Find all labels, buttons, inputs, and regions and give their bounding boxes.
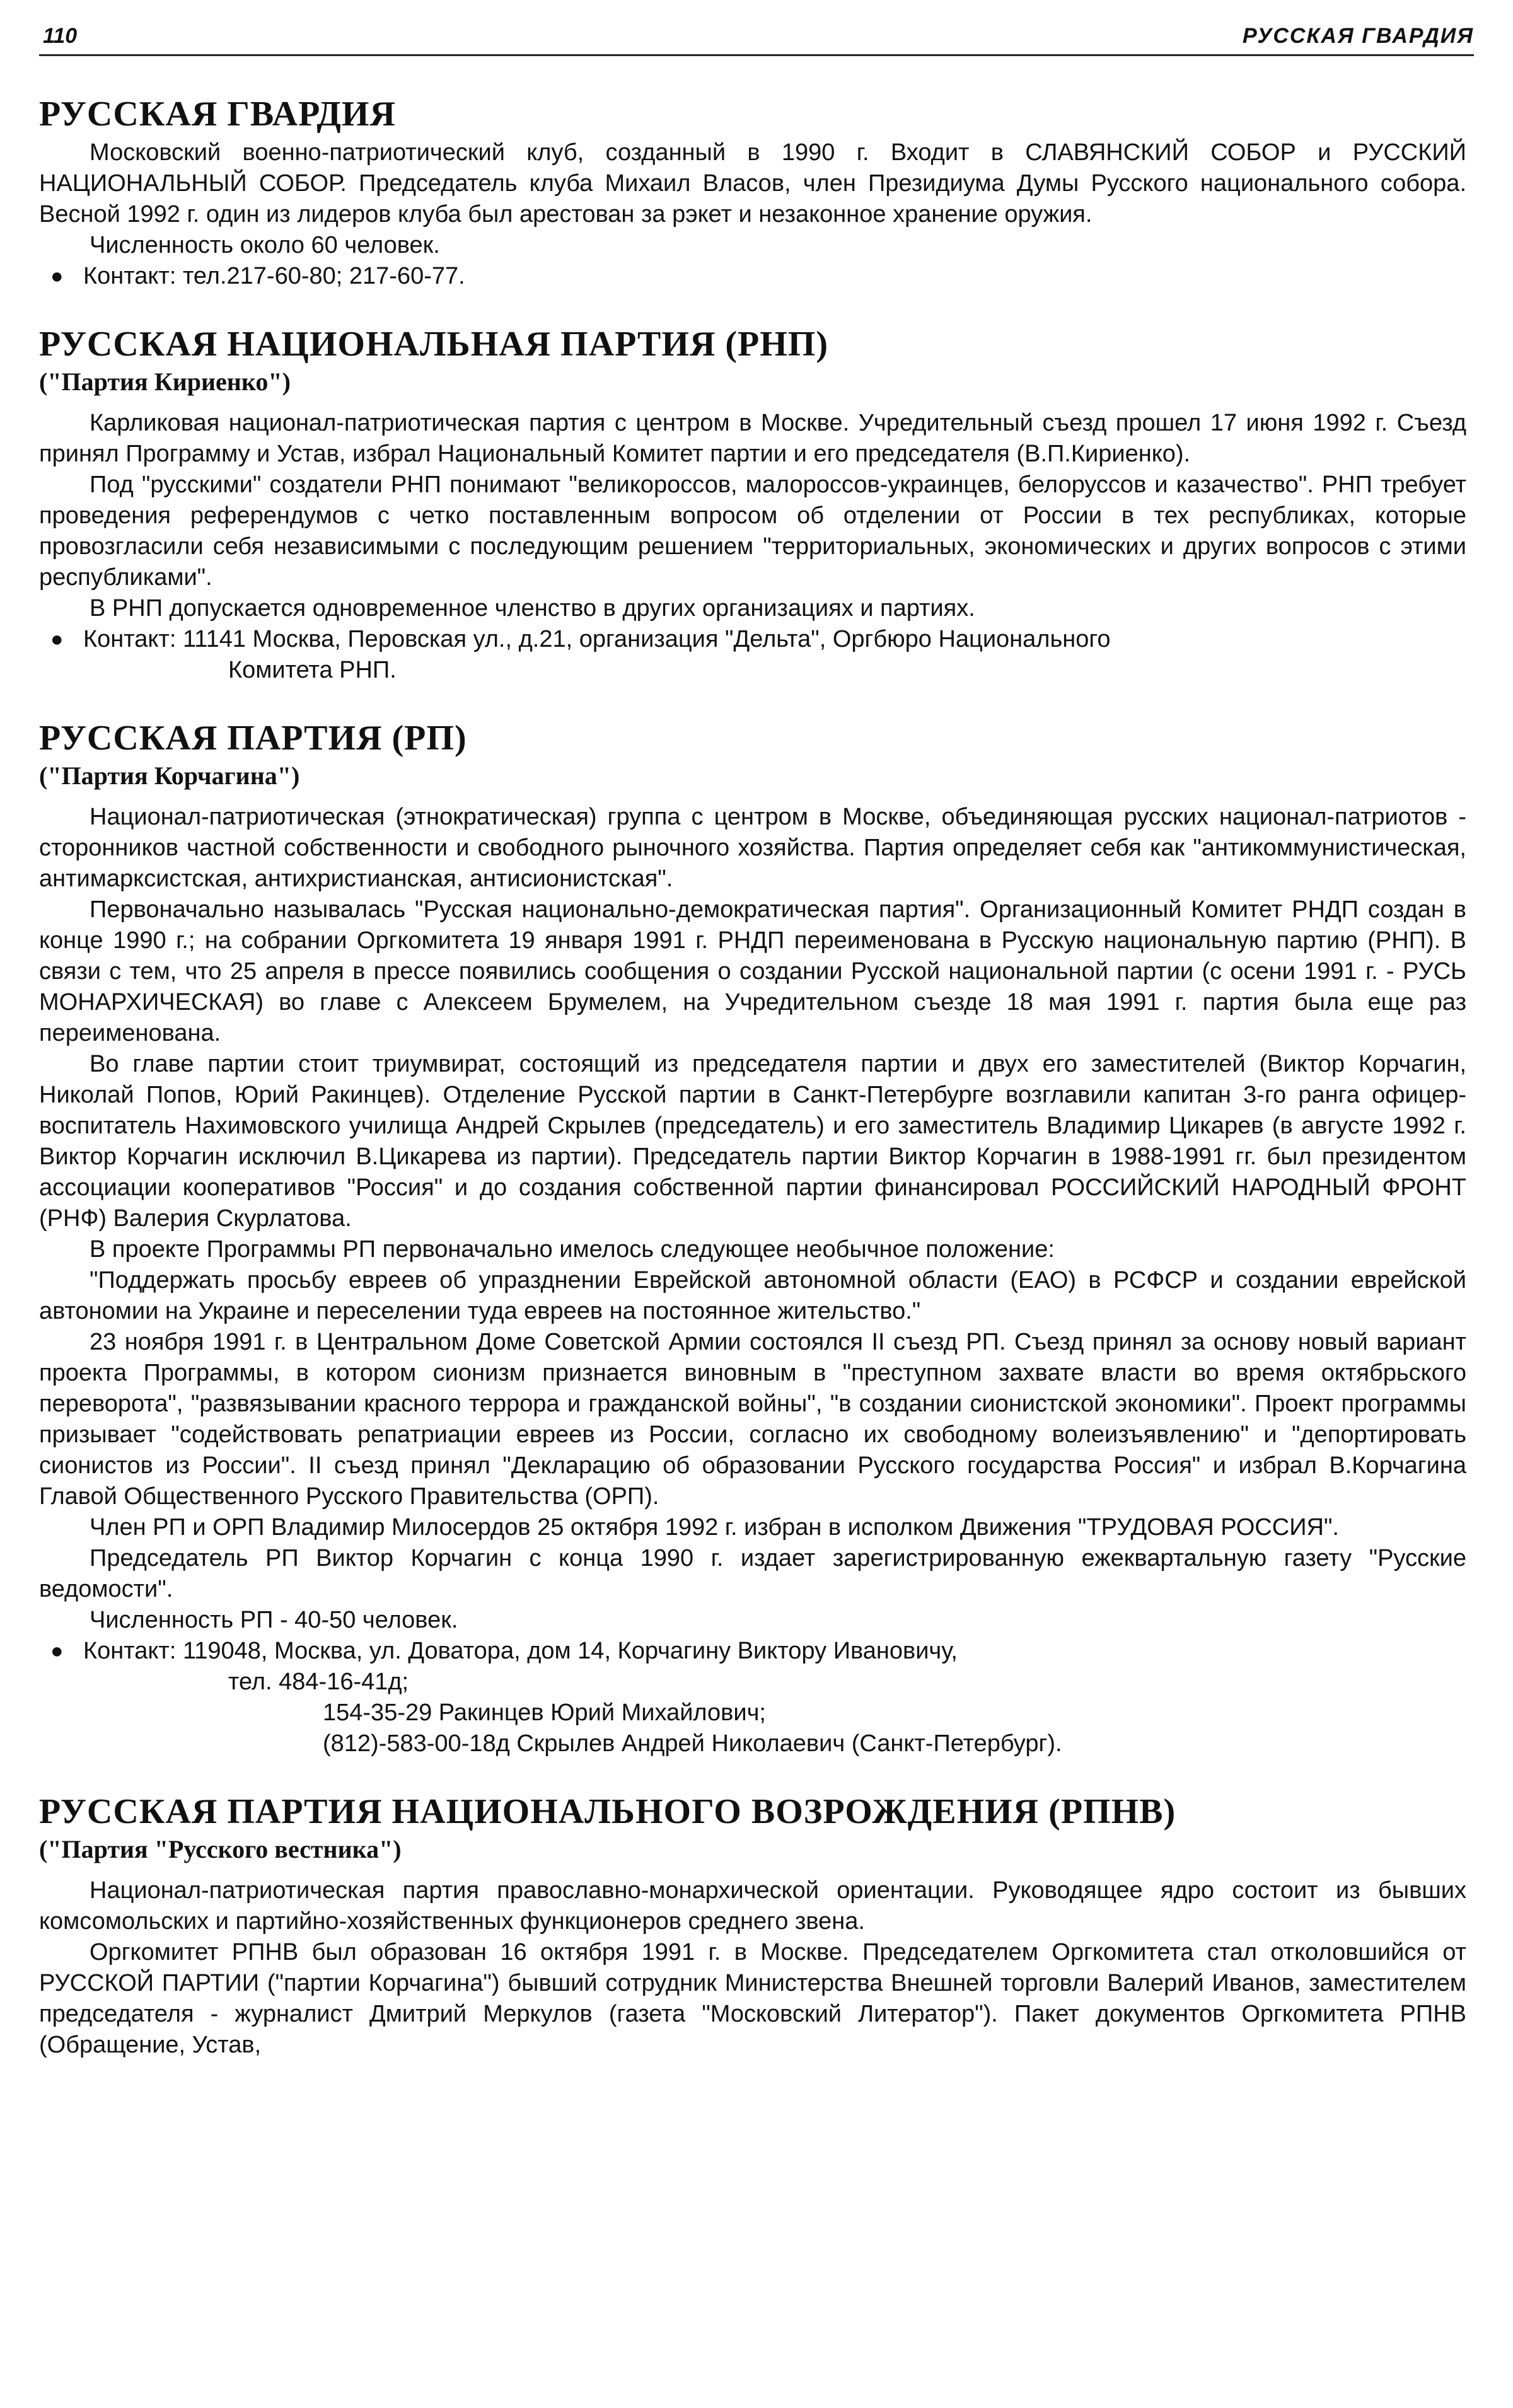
paragraph: В проекте Программы РП первоначально имелось следующее необычное положение: <box>90 1236 1055 1263</box>
paragraph: В РНП допускается одновременное членство в других организациях и партиях. <box>90 595 975 622</box>
bullet-icon: ● <box>50 627 64 651</box>
contact-line: Комитета РНП. <box>228 657 397 683</box>
entry-subtitle: ("Партия "Русского вестника") <box>39 1835 402 1863</box>
contact-line: (812)-583-00-18д Скрылев Андрей Николаевич (Санкт-Петербург). <box>323 1730 1062 1757</box>
paragraph: Численность около 60 человек. <box>90 232 440 258</box>
contact-line: 154-35-29 Ракинцев Юрий Михайлович; <box>323 1699 766 1726</box>
entry-rnp <box>39 325 1466 686</box>
paragraph: Член РП и ОРП Владимир Милосердов 25 октября 1992 г. избран в исполком Движения "ТРУДОВАЯ РОССИЯ". <box>90 1514 1339 1541</box>
contact-block <box>39 261 1466 292</box>
paragraph: Под "русскими" создатели РНП понимают "великороссов, малороссов-украинцев, белорусcов и казачество". РНП требует проведения референдумов с четко поставленным вопросом об отделении от России в тех республиках, которые провозгласили себя независимыми с последующим решением "территориальных, экономических и других вопросов с этими республиками". <box>39 472 1466 591</box>
paragraph: Московский военно-патриотический клуб, созданный в 1990 г. Входит в СЛАВЯНСКИЙ СОБОР и РУССКИЙ НАЦИОНАЛЬНЫЙ СОБОР. Председатель клуба Михаил Власов, член Президиума Думы Русского национального собора. Весной 1992 г. один из лидеров клуба был арестован за рэкет и незаконное хранение оружия. <box>39 139 1466 228</box>
paragraph: Карликовая национал-патриотическая партия с центром в Москве. Учредительный съезд прошел 17 июня 1992 г. Съезд принял Программу и Устав, избрал Национальный Комитет партии и его председателя (В.П.Кириенко). <box>39 410 1466 467</box>
entry-russkaya-gvardiya <box>39 95 1466 292</box>
page-number: 110 <box>43 24 78 48</box>
contact-line: Контакт: 11141 Москва, Перовская ул., д.21, организация "Дельта", Оргбюро Национального <box>83 626 1111 652</box>
paragraph: Национал-патриотическая партия православно-монархической ориентации. Руководящее ядро состоит из бывших комсомольских и партийно-хозяйственных функционеров среднего звена. <box>39 1877 1466 1935</box>
paragraph: Во главе партии стоит триумвират, состоящий из председателя партии и двух его заместителей (Виктор Корчагин, Николай Попов, Юрий Ракинцев). Отделение Русской партии в Санкт-Петербурге возглавили капитан 3-го ранга офицер-воспитатель Нахимовского училища Андрей Скрылев (председатель) и его заместитель Владимир Цикарев (в августе 1992 г. Виктор Корчагин исключил В.Цикарева из партии). Председатель партии Виктор Корчагин в 1988-1991 гг. был президентом ассоциации кооперативов "Россия" и до создания собственной партии финансировал РОССИЙСКИЙ НАРОДНЫЙ ФРОНТ (РНФ) Валерия Скурлатова. <box>39 1051 1466 1232</box>
paragraph: 23 ноября 1991 г. в Центральном Доме Советской Армии состоялся II съезд РП. Съезд принял за основу новый вариант проекта Программы, в котором сионизм признается виновным в "преступном захвате власти во время октябрьского переворота", "развязывании красного террора и гражданской войны", "в создании сионистской экономики". Проект программы призывает "содействовать репатриации евреев из России, согласно их свободному волеизъявлению" и "депортировать сионистов из России". II съезд принял "Декларацию об образовании Русского государства Россия" и избрал В.Корчагина Главой Общественного Русского Правительства (ОРП). <box>39 1329 1466 1510</box>
paragraph: Председатель РП Виктор Корчагин с конца 1990 г. издает зарегистрированную ежеквартальную газету "Русские ведомости". <box>39 1545 1466 1602</box>
paragraph: Национал-патриотическая (этнократическая) группа с центром в Москве, объединяющая русских национал-патриотов - сторонников частной собственности и свободного рыночного хозяйства. Партия определяет себя как "антикоммунистическая, антимарксистская, антихристианская, антисионистская". <box>39 804 1466 892</box>
page-content <box>39 95 1466 2093</box>
paragraph: Оргкомитет РПНВ был образован 16 октября 1991 г. в Москве. Председателем Оргкомитета стал отколовшийся от РУССКОЙ ПАРТИИ ("партии Корчагина") бывший сотрудник Министерства Внешней торговли Валерий Иванов, заместителем председателя - журналист Дмитрий Меркулов (газета "Московский Литератор"). Пакет документов Оргкомитета РПНВ (Обращение, Устав, <box>39 1939 1466 2058</box>
running-header <box>39 24 1474 55</box>
bullet-icon: ● <box>50 1639 64 1663</box>
paragraph: Численность РП - 40-50 человек. <box>90 1607 458 1633</box>
contact-line: Контакт: 119048, Москва, ул. Доватора, дом 14, Корчагину Виктору Ивановичу, <box>83 1638 958 1664</box>
entry-subtitle: ("Партия Корчагина") <box>39 761 300 790</box>
bullet-icon: ● <box>50 264 64 288</box>
entry-rpnv <box>39 1792 1466 2061</box>
contact-line: тел. 484-16-41д; <box>228 1669 409 1695</box>
running-title: РУССКАЯ ГВАРДИЯ <box>1242 24 1474 48</box>
entry-title: РУССКАЯ ГВАРДИЯ <box>39 95 396 134</box>
header-rule <box>39 54 1474 56</box>
contact-block <box>39 1636 1466 1759</box>
contact-block <box>39 624 1466 686</box>
entry-rp <box>39 719 1466 1759</box>
entry-title: РУССКАЯ НАЦИОНАЛЬНАЯ ПАРТИЯ (РНП) <box>39 325 829 364</box>
contact-line: Контакт: тел.217-60-80; 217-60-77. <box>83 263 465 289</box>
quote-paragraph: "Поддержать просьбу евреев об упразднении Еврейской автономной области (ЕАО) в РСФСР и создании еврейской автономии на Украине и переселении туда евреев на постоянное жительство." <box>39 1267 1466 1324</box>
entry-title: РУССКАЯ ПАРТИЯ (РП) <box>39 719 467 758</box>
paragraph: Первоначально называлась "Русская национально-демократическая партия". Организационный Комитет РНДП создан в конце 1990 г.; на собрании Оргкомитета 19 января 1991 г. РНДП переименована в Русскую национальную партию (РНП). В связи с тем, что 25 апреля в прессе появились сообщения о создании Русской национальной партии (с осени 1991 г. - РУСЬ МОНАРХИЧЕСКАЯ) во главе с Алексеем Брумелем, на Учредительном съезде 18 мая 1991 г. партия была еще раз переименована. <box>39 896 1466 1046</box>
entry-title: РУССКАЯ ПАРТИЯ НАЦИОНАЛЬНОГО ВОЗРОЖДЕНИЯ (РПНВ) <box>39 1792 1176 1831</box>
entry-subtitle: ("Партия Кириенко") <box>39 368 291 396</box>
